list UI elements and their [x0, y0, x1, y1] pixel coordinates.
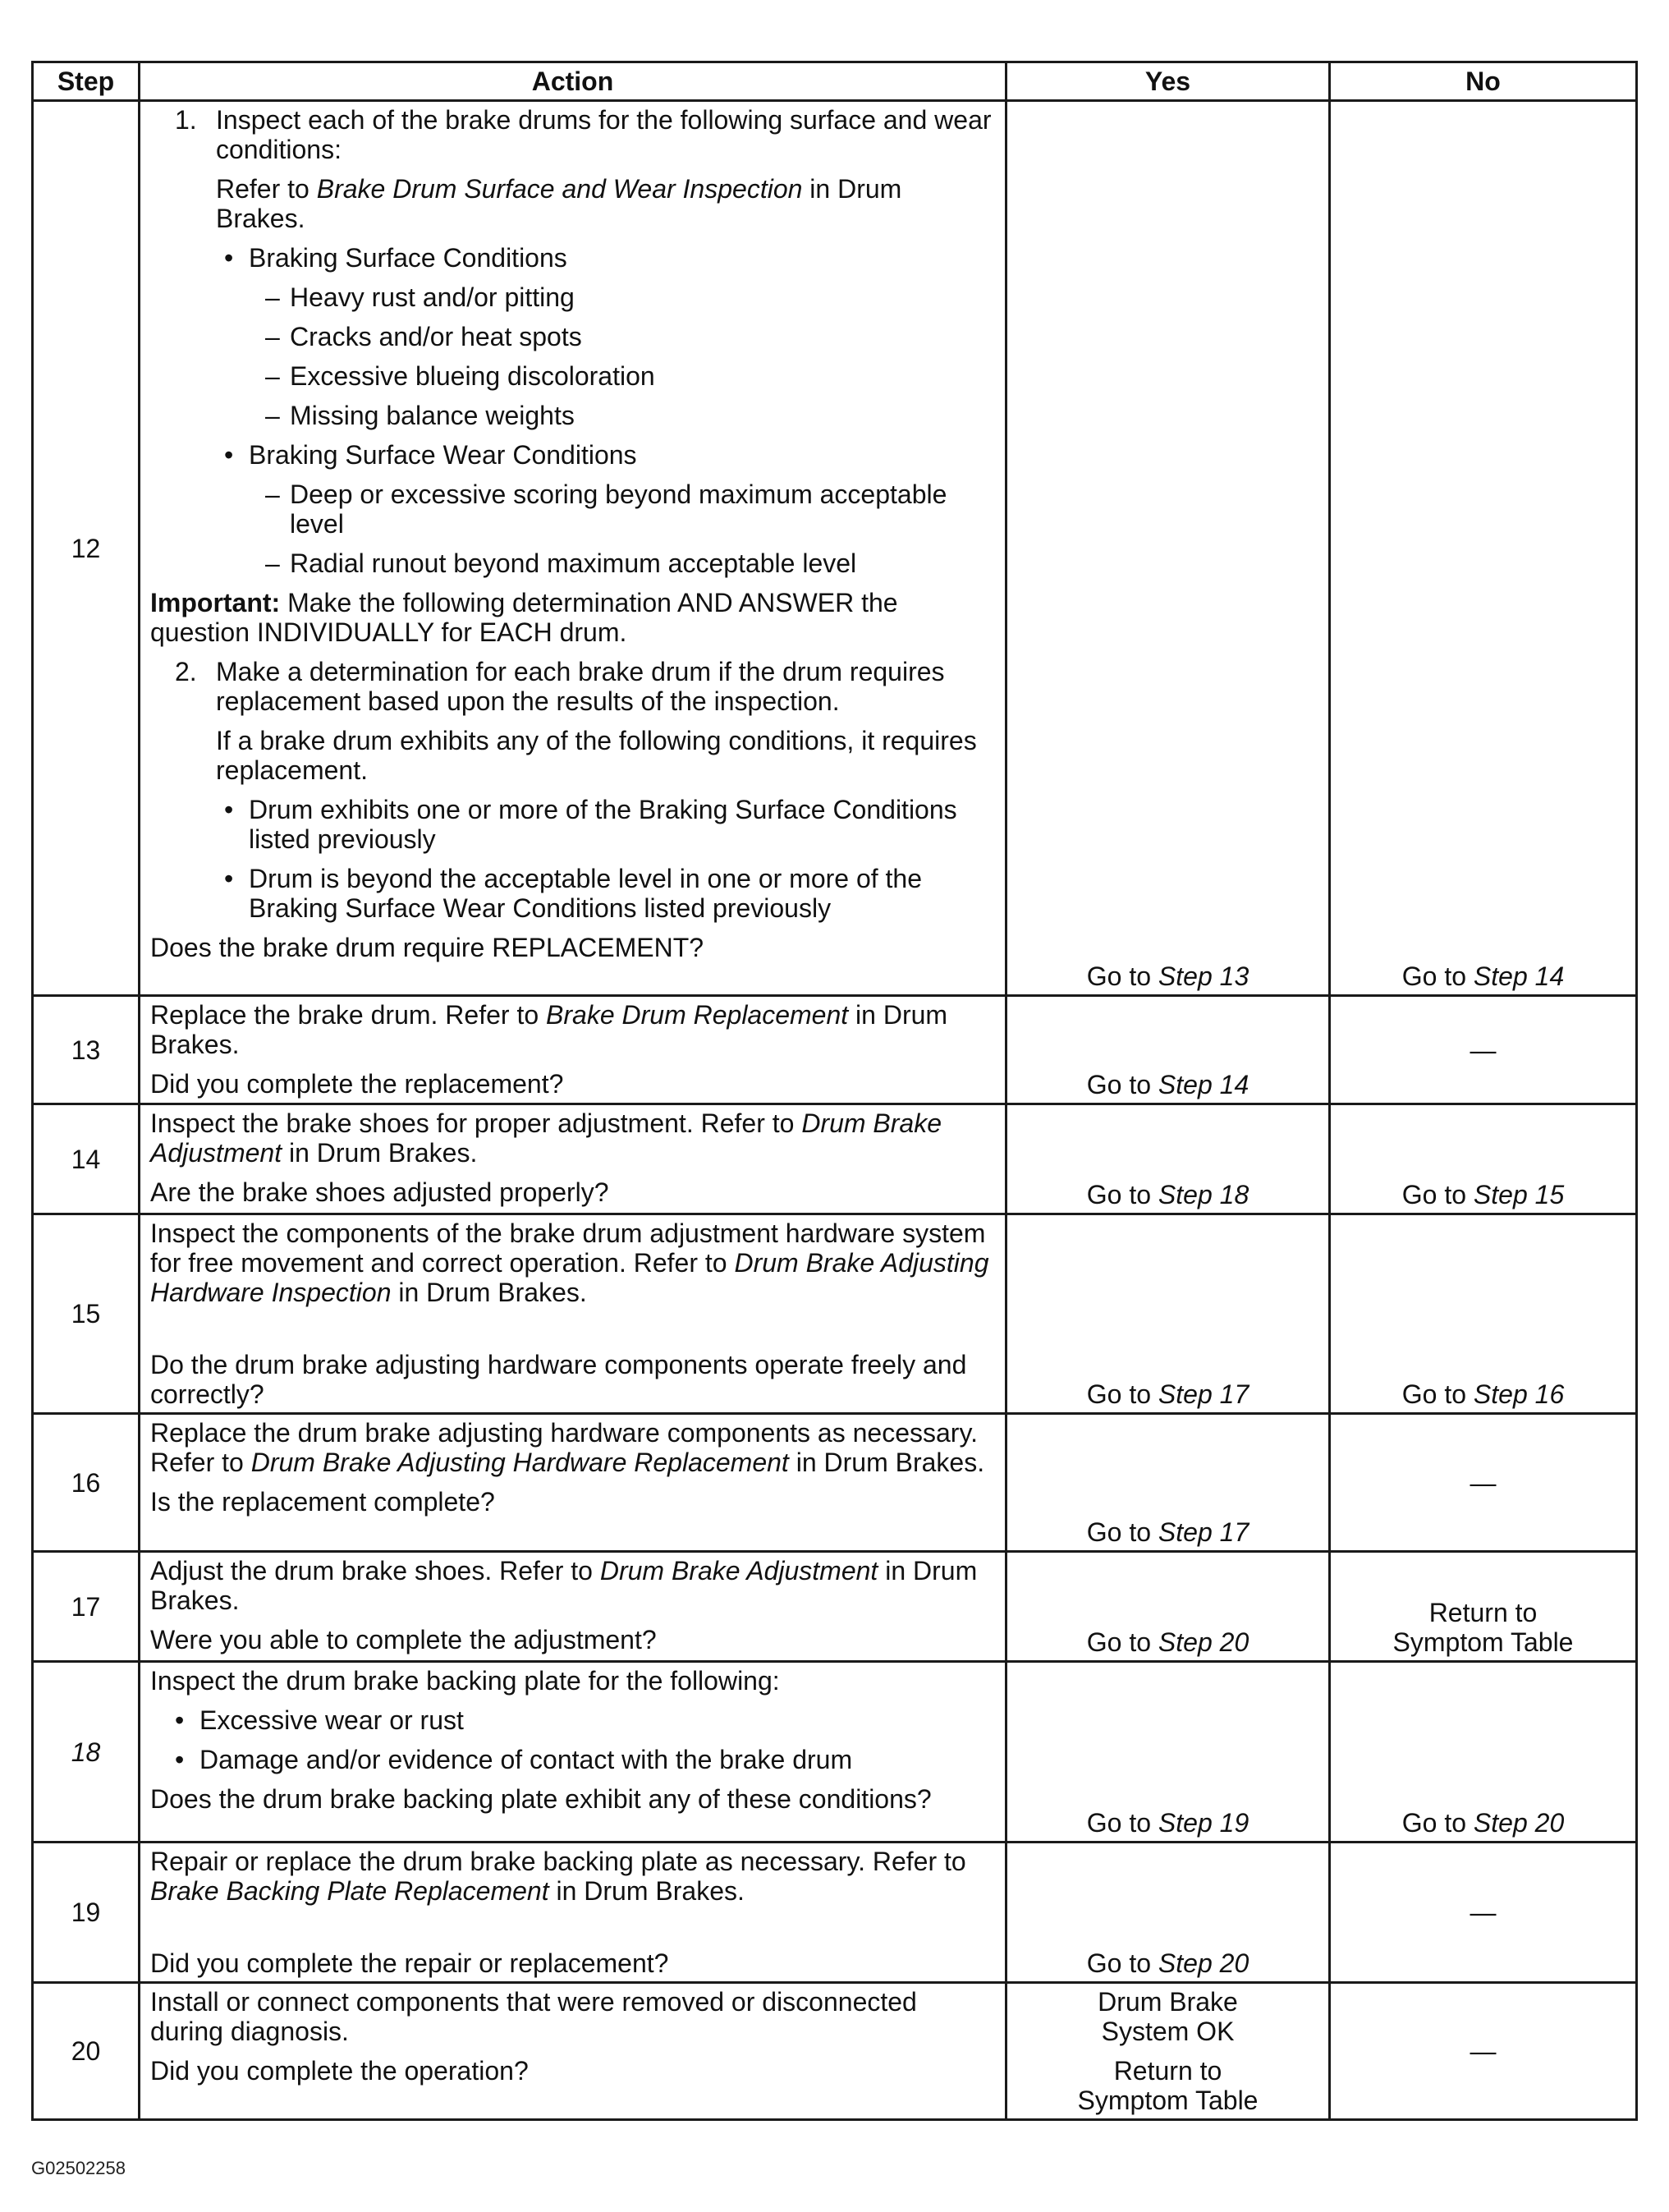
no-cell: —: [1330, 1414, 1637, 1552]
dash-icon: –: [265, 282, 280, 312]
table-row: [33, 1414, 1637, 1552]
question-text: Do the drum brake adjusting hardware components operate freely and correctly?: [150, 1350, 967, 1409]
action-cell: [140, 1214, 1006, 1414]
step-reference: Step 13: [1158, 961, 1249, 991]
step-reference: Step 14: [1473, 961, 1565, 991]
no-cell: Go to Step 16: [1330, 1214, 1637, 1414]
step-number: 18: [33, 1662, 140, 1843]
yes-cell: Go to Step 17: [1006, 1214, 1330, 1414]
step-number: 20: [33, 1983, 140, 2120]
step-reference: Step 20: [1158, 1948, 1249, 1978]
action-text: Replace the drum brake adjusting hardware components as necessary. Refer to Drum Brake Adjusting Hardware Replacement in Drum Brakes.: [150, 1418, 985, 1477]
action-cell: [140, 996, 1006, 1104]
bullet-item: • Excessive wear or rust: [175, 1705, 464, 1735]
dash-icon: –: [265, 361, 280, 391]
question-text: Did you complete the repair or replacement?: [150, 1948, 669, 1978]
header-yes: Yes: [1006, 62, 1330, 101]
bullet-icon: •: [175, 1705, 185, 1735]
dash-icon: –: [265, 322, 280, 351]
yes-cell: Go to Step 13: [1006, 101, 1330, 996]
dash-icon: –: [265, 480, 280, 509]
reference-link-text: Brake Backing Plate Replacement: [150, 1876, 549, 1906]
header-no: No: [1330, 62, 1637, 101]
reference-link-text: Drum Brake Adjustment: [599, 1556, 878, 1586]
bullet-icon: •: [224, 795, 234, 824]
bullet-item: • Drum exhibits one or more of the Braking Surface Conditions listed previously: [224, 795, 957, 854]
action-cell: [140, 1843, 1006, 1983]
step-number: 15: [33, 1214, 140, 1414]
item-text: Inspect each of the brake drums for the following surface and wear conditions:: [216, 105, 992, 164]
table-row: [33, 1662, 1637, 1843]
yes-cell: Go to Step 20: [1006, 1843, 1330, 1983]
dash-item: – Excessive blueing discoloration: [265, 361, 655, 391]
action-text: Inspect the drum brake backing plate for the following:: [150, 1666, 780, 1696]
item-text: Make a determination for each brake drum if the drum requires replacement based upon the results of the inspection.: [216, 657, 945, 716]
condition-text: If a brake drum exhibits any of the following conditions, it requires replacement.: [216, 726, 977, 785]
yes-cell: Go to Step 20: [1006, 1552, 1330, 1662]
question-text: Were you able to complete the adjustment?: [150, 1625, 657, 1654]
no-cell: Go to Step 14: [1330, 101, 1637, 996]
table-row: [33, 1552, 1637, 1662]
yes-cell: Go to Step 17: [1006, 1414, 1330, 1552]
action-cell: [140, 1552, 1006, 1662]
no-cell: Go to Step 15: [1330, 1104, 1637, 1214]
question-text: Does the drum brake backing plate exhibit any of these conditions?: [150, 1784, 932, 1814]
step-reference: Step 18: [1158, 1180, 1249, 1209]
question-text: Does the brake drum require REPLACEMENT?: [150, 933, 704, 962]
step-reference: Step 20: [1473, 1808, 1565, 1838]
dash-item: – Radial runout beyond maximum acceptable level: [265, 548, 857, 578]
action-text: Inspect the brake shoes for proper adjustment. Refer to Drum Brake Adjustment in Drum Brakes.: [150, 1108, 942, 1168]
action-text: Install or connect components that were removed or disconnected during diagnosis.: [150, 1987, 917, 2046]
table-row: [33, 1983, 1637, 2120]
bullet-icon: •: [175, 1745, 185, 1774]
bullet-icon: •: [224, 243, 234, 273]
header-step: Step: [33, 62, 140, 101]
step-number: 12: [33, 101, 140, 996]
question-text: Did you complete the replacement?: [150, 1069, 564, 1099]
important-note: Important: Make the following determination AND ANSWER the question INDIVIDUALLY for EACH drum.: [150, 588, 898, 647]
bullet-icon: •: [224, 440, 234, 470]
bullet-icon: •: [224, 864, 234, 893]
dash-item: – Cracks and/or heat spots: [265, 322, 582, 351]
no-cell: Return to Symptom Table: [1330, 1552, 1637, 1662]
no-cell: —: [1330, 1983, 1637, 2120]
reference-link-text: Drum Brake Adjusting Hardware Inspection: [150, 1248, 989, 1307]
no-cell: Go to Step 20: [1330, 1662, 1637, 1843]
step-reference: Step 16: [1473, 1379, 1565, 1409]
table-row: [33, 996, 1637, 1104]
yes-cell: Drum Brake System OK Return to Symptom Table: [1006, 1983, 1330, 2120]
step-number: 19: [33, 1843, 140, 1983]
header-action: Action: [140, 62, 1006, 101]
question-text: Are the brake shoes adjusted properly?: [150, 1177, 609, 1207]
reference-link-text: Drum Brake Adjusting Hardware Replacement: [250, 1448, 789, 1477]
dash-icon: –: [265, 401, 280, 430]
reference-text: Refer to Brake Drum Surface and Wear Inspection in Drum Brakes.: [216, 174, 902, 233]
table-row: [33, 1843, 1637, 1983]
step-number: 17: [33, 1552, 140, 1662]
action-text: Repair or replace the drum brake backing plate as necessary. Refer to Brake Backing Plate Replacement in Drum Brakes.: [150, 1847, 966, 1906]
dash-item: – Missing balance weights: [265, 401, 575, 430]
bullet-item: • Drum is beyond the acceptable level in one or more of the Braking Surface Wear Conditions listed previously: [224, 864, 923, 923]
dash-item: – Heavy rust and/or pitting: [265, 282, 575, 312]
action-text: Adjust the drum brake shoes. Refer to Drum Brake Adjustment in Drum Brakes.: [150, 1556, 978, 1615]
yes-cell: Go to Step 18: [1006, 1104, 1330, 1214]
numbered-item: [150, 657, 995, 716]
step-reference: Step 20: [1158, 1627, 1249, 1657]
table-header-row: [33, 62, 1637, 101]
step-reference: Step 15: [1473, 1180, 1565, 1209]
action-text: Inspect the components of the brake drum adjustment hardware system for free movement and correct operation. Refer to Drum Brake Adjusting Hardware Inspection in Drum Brakes.: [150, 1218, 989, 1307]
step-number: 13: [33, 996, 140, 1104]
step-reference: Step 19: [1158, 1808, 1249, 1838]
bullet-item: • Damage and/or evidence of contact with the brake drum: [175, 1745, 853, 1774]
table-row: [33, 101, 1637, 996]
action-cell: [140, 1662, 1006, 1843]
figure-code: G02502258: [31, 2158, 126, 2178]
reference-link-text: Brake Drum Surface and Wear Inspection: [316, 174, 803, 204]
reference-link-text: Brake Drum Replacement: [546, 1000, 849, 1030]
step-number: 14: [33, 1104, 140, 1214]
diagnostic-table: [31, 61, 1638, 2121]
question-text: Did you complete the operation?: [150, 2056, 529, 2086]
step-reference: Step 17: [1158, 1517, 1249, 1547]
bullet-item: • Braking Surface Wear Conditions: [224, 440, 637, 470]
reference-link-text: Drum Brake Adjustment: [150, 1108, 942, 1168]
step-reference: Step 14: [1158, 1070, 1249, 1099]
no-cell: —: [1330, 996, 1637, 1104]
numbered-item: [150, 105, 995, 164]
table-row: [33, 1214, 1637, 1414]
important-label: Important:: [150, 588, 281, 617]
yes-cell: Go to Step 19: [1006, 1662, 1330, 1843]
no-cell: —: [1330, 1843, 1637, 1983]
dash-icon: –: [265, 548, 280, 578]
action-text: Replace the brake drum. Refer to Brake Drum Replacement in Drum Brakes.: [150, 1000, 948, 1059]
step-reference: Step 17: [1158, 1379, 1249, 1409]
table-row: [33, 1104, 1637, 1214]
item-number: 1.: [175, 105, 197, 135]
yes-cell: Go to Step 14: [1006, 996, 1330, 1104]
item-number: 2.: [175, 657, 197, 686]
action-cell: [140, 1414, 1006, 1552]
dash-item: – Deep or excessive scoring beyond maximum acceptable level: [265, 480, 947, 539]
action-cell: [140, 1983, 1006, 2120]
action-cell: [140, 1104, 1006, 1214]
question-text: Is the replacement complete?: [150, 1487, 495, 1517]
action-cell: [140, 101, 1006, 996]
step-number: 16: [33, 1414, 140, 1552]
bullet-item: • Braking Surface Conditions: [224, 243, 567, 273]
